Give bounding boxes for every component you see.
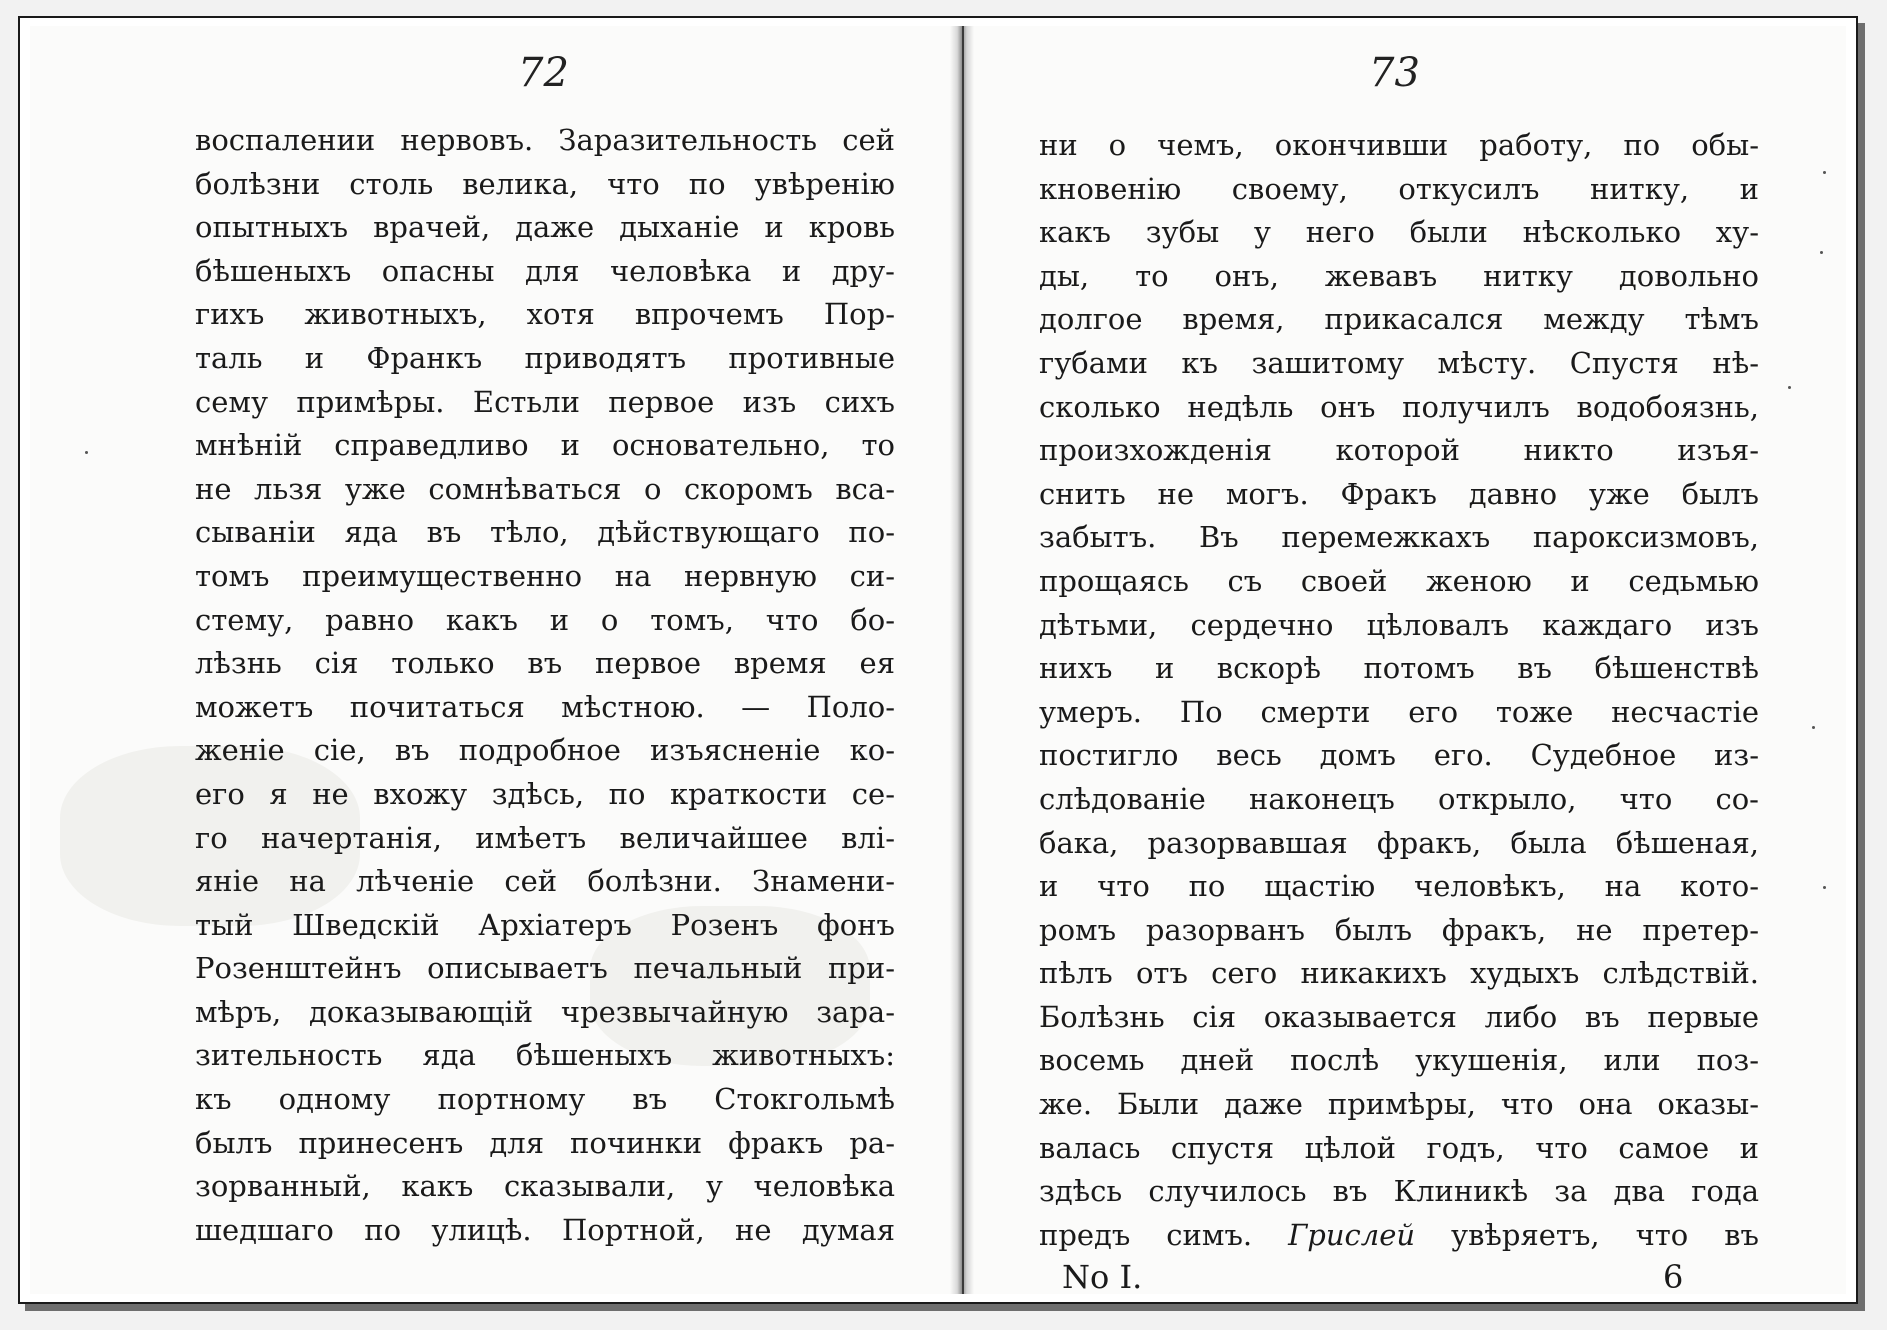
text-line: дѣтьми, сердечно цѣловалъ каждаго изъ xyxy=(1039,607,1759,642)
ink-speck xyxy=(1812,726,1815,729)
text-line: здѣсь случилось въ Клиникѣ за два года xyxy=(1039,1174,1759,1209)
text-line: постигло весь домъ его. Судебное из- xyxy=(1039,738,1759,773)
text-line: сываніи яда въ тѣло, дѣйствующаго по- xyxy=(195,515,895,550)
text-line: Розенштейнъ описываетъ печальный при- xyxy=(195,951,895,986)
text-line: забытъ. Въ перемежкахъ пароксизмовъ, xyxy=(1039,520,1759,555)
text-line: шедшаго по улицѣ. Портной, не думая xyxy=(195,1212,895,1247)
text-line: какъ зубы у него были нѣсколько ху- xyxy=(1039,215,1759,250)
right-page xyxy=(974,26,1854,1294)
ink-speck xyxy=(1820,251,1823,254)
text-line: мѣръ, доказывающій чрезвычайную зара- xyxy=(195,994,895,1029)
text-run: увѣряетъ, что въ xyxy=(1451,1217,1759,1252)
left-page-text xyxy=(195,119,895,1252)
text-line: сколько недѣль онъ получилъ водобоязнь, xyxy=(1039,389,1759,424)
text-line: же. Были даже примѣры, что она оказы- xyxy=(1039,1087,1759,1122)
text-line: пѣлъ отъ сего никакихъ худыхъ слѣдствій. xyxy=(1039,956,1759,991)
ink-speck xyxy=(1823,171,1826,174)
text-line: зорванный, какъ сказывали, у человѣка xyxy=(195,1169,895,1204)
text-line: не льзя уже сомнѣваться о скоромъ вса- xyxy=(195,471,895,506)
italic-name: Грислей xyxy=(1288,1217,1416,1252)
text-line: стему, равно какъ и о томъ, что бо- xyxy=(195,602,895,637)
text-line: восемь дней послѣ укушенія, или поз- xyxy=(1039,1043,1759,1078)
text-line: зительность яда бѣшеныхъ животныхъ: xyxy=(195,1038,895,1073)
left-page xyxy=(30,26,950,1294)
text-line: сему примѣры. Естьли первое изъ сихъ xyxy=(195,384,895,419)
text-line: можетъ почитаться мѣстною. — Поло- xyxy=(195,689,895,724)
text-line: опытныхъ врачей, даже дыханіе и кровь xyxy=(195,210,895,245)
ink-speck xyxy=(85,451,88,454)
page-number-left: 72 xyxy=(518,50,569,96)
text-line: прощаясь съ своей женою и седьмью xyxy=(1039,563,1759,598)
text-run: предъ симъ. xyxy=(1039,1217,1253,1252)
text-line: умеръ. По смерти его тоже несчастіе xyxy=(1039,694,1759,729)
text-line: бака, разорвавшая фракъ, была бѣшеная, xyxy=(1039,825,1759,860)
signature-mark: No I. xyxy=(1062,1258,1143,1296)
scan-frame xyxy=(18,16,1858,1304)
text-line: болѣзни столь велика, что по увѣренію xyxy=(195,166,895,201)
text-line: гихъ животныхъ, хотя впрочемъ Пор- xyxy=(195,297,895,332)
text-line: валась спустя цѣлой годъ, что самое и xyxy=(1039,1130,1759,1165)
text-line: его я не вхожу здѣсь, по краткости се- xyxy=(195,776,895,811)
text-line: женіе сіе, въ подробное изъясненіе ко- xyxy=(195,733,895,768)
text-line: бѣшеныхъ опасны для человѣка и дру- xyxy=(195,253,895,288)
text-line: воспалении нервовъ. Заразительность сей xyxy=(195,123,895,157)
text-line: томъ преимущественно на нервную си- xyxy=(195,558,895,593)
text-line: кновенію своему, откусилъ нитку, и xyxy=(1039,171,1759,206)
page-number-right: 73 xyxy=(1369,50,1420,96)
text-line: яніе на лѣченіе сей болѣзни. Знамени- xyxy=(195,864,895,899)
ink-speck xyxy=(1788,386,1791,389)
text-line: Болѣзнь сія оказывается либо въ первые xyxy=(1039,999,1759,1034)
text-line: снить не могъ. Фракъ давно уже былъ xyxy=(1039,476,1759,511)
text-line: мнѣній справедливо и основательно, то xyxy=(195,428,895,463)
text-line: къ одному портному въ Стокгольмѣ xyxy=(195,1082,895,1117)
text-line: долгое время, прикасался между тѣмъ xyxy=(1039,302,1759,337)
text-line: былъ принесенъ для починки фракъ ра- xyxy=(195,1125,895,1160)
text-line: произхожденія которой никто изъя- xyxy=(1039,433,1759,468)
text-line: слѣдованіе наконецъ открыло, что со- xyxy=(1039,781,1759,816)
text-line: ромъ разорванъ былъ фракъ, не претер- xyxy=(1039,912,1759,947)
gutter-fold-line xyxy=(962,26,964,1294)
text-line: и что по щастію человѣкъ, на кото- xyxy=(1039,869,1759,904)
text-line: нихъ и вскорѣ потомъ въ бѣшенствѣ xyxy=(1039,651,1759,686)
right-page-text xyxy=(1039,124,1759,1257)
text-line: го начертанія, имѣетъ величайшее влі- xyxy=(195,820,895,855)
sheet-number: 6 xyxy=(1663,1258,1684,1296)
text-line: ды, то онъ, жевавъ нитку довольно xyxy=(1039,258,1759,293)
book-spread xyxy=(30,26,1846,1294)
text-line xyxy=(1039,1214,1759,1258)
text-line: ни о чемъ, окончивши работу, по обы- xyxy=(1039,128,1759,162)
ink-speck xyxy=(1823,886,1826,889)
text-line: лѣзнь сія только въ первое время ея xyxy=(195,646,895,681)
text-line: таль и Франкъ приводятъ противные xyxy=(195,340,895,375)
text-line: губами къ зашитому мѣсту. Спустя нѣ- xyxy=(1039,345,1759,380)
text-line: тый Шведскій Архіатеръ Розенъ фонъ xyxy=(195,907,895,942)
